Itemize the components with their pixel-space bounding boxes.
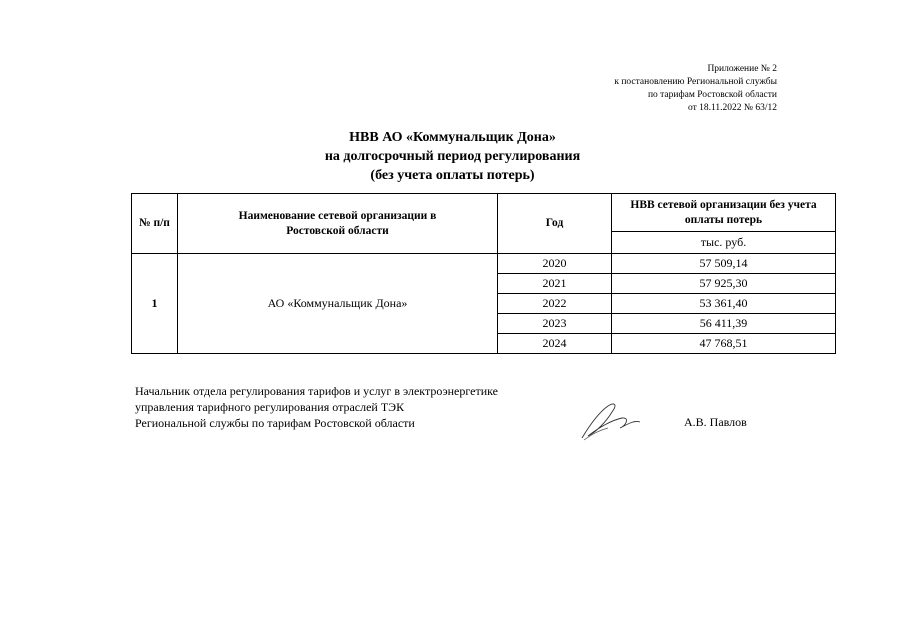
signatory-name: А.В. Павлов bbox=[684, 415, 747, 429]
title-line: НВВ АО «Коммунальщик Дона» bbox=[349, 130, 556, 145]
year-cell: 2023 bbox=[498, 314, 612, 334]
value-cell: 57 509,14 bbox=[612, 254, 836, 274]
annex-line: к постановлению Региональной службы bbox=[614, 77, 777, 87]
nvv-table bbox=[131, 193, 836, 354]
annex-header bbox=[614, 63, 777, 115]
value-cell: 56 411,39 bbox=[612, 314, 836, 334]
annex-line: от 18.11.2022 № 63/12 bbox=[687, 103, 777, 113]
header-year: Год bbox=[498, 194, 612, 254]
year-cell: 2022 bbox=[498, 294, 612, 314]
title-line: на долгосрочный период регулирования bbox=[324, 149, 581, 164]
value-cell: 53 361,40 bbox=[612, 294, 836, 314]
row-num: 1 bbox=[132, 254, 178, 354]
annex-line: Приложение № 2 bbox=[707, 64, 777, 74]
header-nvv: НВВ сетевой организации без учета оплаты потерь bbox=[612, 194, 836, 232]
header-num: № п/п bbox=[132, 194, 178, 254]
year-cell: 2024 bbox=[498, 334, 612, 354]
table-row bbox=[132, 254, 836, 274]
year-cell: 2020 bbox=[498, 254, 612, 274]
header-name: Наименование сетевой организации в Ростовской области bbox=[178, 194, 498, 254]
row-org-name: АО «Коммунальщик Дона» bbox=[178, 254, 498, 354]
handwritten-signature bbox=[578, 398, 648, 443]
value-cell: 47 768,51 bbox=[612, 334, 836, 354]
header-unit: тыс. руб. bbox=[612, 232, 836, 254]
signatory-line: управления тарифного регулирования отраслей ТЭК bbox=[135, 400, 405, 414]
signatory-line: Начальник отдела регулирования тарифов и услуг в электроэнергетике bbox=[135, 384, 498, 398]
value-cell: 57 925,30 bbox=[612, 274, 836, 294]
year-cell: 2021 bbox=[498, 274, 612, 294]
signatory-title bbox=[135, 383, 498, 431]
title-line: (без учета оплаты потерь) bbox=[370, 168, 535, 183]
document-title bbox=[0, 128, 905, 185]
signatory-line: Региональной службы по тарифам Ростовской области bbox=[135, 416, 415, 430]
annex-line: по тарифам Ростовской области bbox=[647, 90, 777, 100]
